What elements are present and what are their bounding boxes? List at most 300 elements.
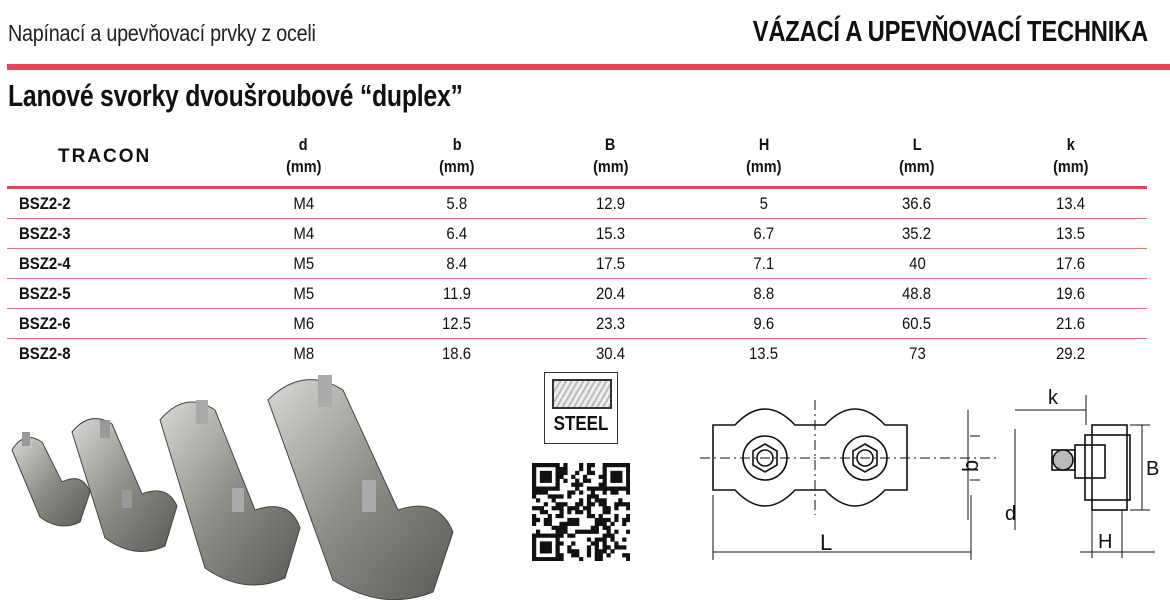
qr-module <box>571 534 575 538</box>
table-cell <box>994 188 1147 219</box>
cell-value: 5 <box>759 193 768 213</box>
column-name: L <box>912 135 922 154</box>
qr-module <box>587 510 591 514</box>
qr-module <box>559 467 563 471</box>
qr-module <box>626 479 630 483</box>
qr-module <box>603 479 607 483</box>
qr-module <box>567 494 571 498</box>
qr-module <box>614 479 618 483</box>
dimension-L <box>713 495 971 560</box>
table-cell <box>840 339 993 369</box>
table-cell <box>534 279 687 309</box>
qr-module <box>563 463 567 467</box>
qr-module <box>599 557 603 561</box>
qr-module <box>544 510 548 514</box>
qr-module <box>532 557 536 561</box>
table-cell <box>227 279 380 309</box>
qr-module <box>559 506 563 510</box>
qr-module <box>556 463 560 467</box>
qr-module <box>587 463 591 467</box>
qr-module <box>567 534 571 538</box>
qr-module <box>548 463 552 467</box>
qr-module <box>599 502 603 506</box>
qr-module <box>595 487 599 491</box>
qr-module <box>599 537 603 541</box>
qr-module <box>606 506 610 510</box>
qr-module <box>567 506 571 510</box>
qr-module <box>618 475 622 479</box>
qr-module <box>571 483 575 487</box>
cell-value: 6.4 <box>446 223 468 243</box>
qr-module <box>606 534 610 538</box>
qr-module <box>536 530 540 534</box>
qr-module <box>575 479 579 483</box>
qr-module <box>618 471 622 475</box>
table-cell <box>840 309 993 339</box>
table-cell <box>227 339 380 369</box>
qr-module <box>559 530 563 534</box>
product-code <box>7 188 227 219</box>
qr-module <box>575 553 579 557</box>
qr-module <box>587 487 591 491</box>
qr-module <box>540 545 544 549</box>
column-header-B <box>534 132 687 188</box>
qr-module <box>626 475 630 479</box>
cell-value: 17.5 <box>595 253 625 273</box>
qr-module <box>536 518 540 522</box>
material-label: STEEL <box>553 413 609 435</box>
qr-module <box>622 545 626 549</box>
qr-module <box>556 479 560 483</box>
qr-module <box>595 553 599 557</box>
cell-value: 18.6 <box>442 343 472 363</box>
qr-module <box>595 549 599 553</box>
qr-module <box>556 467 560 471</box>
qr-module <box>626 553 630 557</box>
qr-module <box>540 510 544 514</box>
qr-module <box>532 522 536 526</box>
qr-module <box>563 479 567 483</box>
qr-module <box>556 494 560 498</box>
cell-value: BSZ2-8 <box>19 343 71 363</box>
qr-module <box>536 487 540 491</box>
divider <box>7 64 1170 70</box>
qr-module <box>579 530 583 534</box>
qr-module <box>579 483 583 487</box>
qr-module <box>587 494 591 498</box>
qr-module <box>599 483 603 487</box>
table-cell <box>994 309 1147 339</box>
cell-value: 12.9 <box>595 193 625 213</box>
cell-value: 30.4 <box>595 343 625 363</box>
qr-module <box>587 502 591 506</box>
table-cell <box>534 249 687 279</box>
qr-module <box>556 475 560 479</box>
qr-module <box>610 487 614 491</box>
qr-module <box>591 471 595 475</box>
qr-module <box>618 502 622 506</box>
qr-module <box>548 522 552 526</box>
qr-module <box>603 483 607 487</box>
qr-module <box>622 502 626 506</box>
cell-value: BSZ2-6 <box>19 313 71 333</box>
qr-module <box>595 530 599 534</box>
table-cell <box>380 188 533 219</box>
qr-module <box>563 502 567 506</box>
table-cell <box>227 219 380 249</box>
cell-value: 29.2 <box>1055 343 1085 363</box>
qr-module <box>603 467 607 471</box>
qr-module <box>603 545 607 549</box>
table-cell <box>534 188 687 219</box>
qr-module <box>544 479 548 483</box>
qr-module <box>614 490 618 494</box>
table-cell <box>380 339 533 369</box>
qr-module <box>563 530 567 534</box>
cell-value: 5.8 <box>446 193 468 213</box>
cell-value: 13.5 <box>1055 223 1085 243</box>
cell-value: 23.3 <box>595 313 625 333</box>
qr-module <box>626 530 630 534</box>
label-H: H <box>1098 531 1113 553</box>
qr-module <box>591 463 595 467</box>
qr-module <box>559 541 563 545</box>
column-unit: (mm) <box>592 157 628 176</box>
qr-module <box>556 526 560 530</box>
label-B: B <box>1146 458 1160 480</box>
qr-module <box>583 475 587 479</box>
qr-module <box>571 506 575 510</box>
qr-module <box>579 502 583 506</box>
qr-module <box>532 467 536 471</box>
table-cell <box>994 219 1147 249</box>
qr-module <box>610 490 614 494</box>
qr-module <box>532 553 536 557</box>
qr-module <box>536 557 540 561</box>
qr-module <box>559 553 563 557</box>
qr-module <box>595 557 599 561</box>
column-header-L <box>840 132 993 188</box>
qr-module <box>599 514 603 518</box>
table-cell <box>687 219 840 249</box>
qr-module <box>595 526 599 530</box>
qr-module <box>540 463 544 467</box>
qr-module <box>626 502 630 506</box>
product-code <box>7 219 227 249</box>
qr-module <box>587 545 591 549</box>
qr-module <box>603 471 607 475</box>
qr-module <box>563 471 567 475</box>
table-row <box>7 339 1147 369</box>
cell-value: M8 <box>293 343 315 363</box>
clamp-medium <box>72 419 177 552</box>
qr-module <box>556 534 560 538</box>
qr-module <box>587 506 591 510</box>
qr-module <box>556 502 560 506</box>
qr-module <box>559 510 563 514</box>
qr-module <box>575 510 579 514</box>
qr-module <box>548 487 552 491</box>
table-cell <box>994 249 1147 279</box>
qr-module <box>575 487 579 491</box>
product-code <box>7 339 227 369</box>
qr-module <box>556 537 560 541</box>
qr-module <box>575 506 579 510</box>
qr-module <box>571 475 575 479</box>
qr-module <box>610 479 614 483</box>
qr-module <box>626 487 630 491</box>
qr-module <box>606 487 610 491</box>
cell-value: 6.7 <box>753 223 775 243</box>
qr-module <box>606 510 610 514</box>
qr-module <box>591 541 595 545</box>
qr-module <box>595 541 599 545</box>
qr-module <box>614 506 618 510</box>
qr-module <box>579 490 583 494</box>
qr-module <box>559 475 563 479</box>
dimension-diagram <box>680 380 1160 570</box>
qr-module <box>603 534 607 538</box>
cell-value: 17.6 <box>1055 253 1085 273</box>
column-name: b <box>452 135 462 154</box>
qr-module <box>567 549 571 553</box>
qr-module <box>552 463 556 467</box>
qr-module <box>552 487 556 491</box>
qr-module <box>540 475 544 479</box>
column-name: H <box>758 135 769 154</box>
cell-value: 8.8 <box>753 283 775 303</box>
qr-module <box>606 526 610 530</box>
qr-module <box>563 467 567 471</box>
qr-module <box>626 483 630 487</box>
qr-module <box>567 510 571 514</box>
qr-module <box>536 463 540 467</box>
qr-module <box>540 541 544 545</box>
qr-module <box>552 526 556 530</box>
label-L: L <box>820 530 833 555</box>
page-subtitle: Napínací a upevňovací prvky z oceli <box>8 20 316 46</box>
qr-module <box>575 471 579 475</box>
qr-module <box>618 498 622 502</box>
qr-module <box>622 553 626 557</box>
qr-module <box>587 498 591 502</box>
table-row <box>7 309 1147 339</box>
qr-module <box>571 490 575 494</box>
qr-module <box>544 545 548 549</box>
qr-module <box>532 541 536 545</box>
qr-module <box>532 483 536 487</box>
qr-module <box>603 487 607 491</box>
qr-module <box>614 530 618 534</box>
cell-value: BSZ2-3 <box>19 223 71 243</box>
qr-module <box>603 506 607 510</box>
qr-module <box>603 510 607 514</box>
category-heading: VÁZACÍ A UPEVŇOVACÍ TECHNIKA <box>752 16 1148 48</box>
qr-module <box>599 522 603 526</box>
qr-module <box>579 498 583 502</box>
qr-module <box>532 479 536 483</box>
qr-module <box>587 471 591 475</box>
qr-module <box>540 549 544 553</box>
qr-module <box>556 471 560 475</box>
qr-module <box>548 545 552 549</box>
qr-module <box>603 463 607 467</box>
qr-module <box>614 471 618 475</box>
qr-module <box>556 541 560 545</box>
qr-module <box>575 530 579 534</box>
qr-module <box>548 494 552 498</box>
qr-module <box>536 506 540 510</box>
clamp-front-view <box>700 400 1000 515</box>
qr-module <box>540 534 544 538</box>
table-row <box>7 249 1147 279</box>
qr-module <box>536 498 540 502</box>
cell-value: 19.6 <box>1055 283 1085 303</box>
table-row <box>7 219 1147 249</box>
qr-module <box>540 557 544 561</box>
product-code <box>7 279 227 309</box>
qr-module <box>536 534 540 538</box>
table-cell <box>380 309 533 339</box>
qr-module <box>603 518 607 522</box>
qr-module <box>575 522 579 526</box>
qr-module <box>575 549 579 553</box>
qr-module <box>626 506 630 510</box>
cell-value: 36.6 <box>902 193 932 213</box>
cell-value: 48.8 <box>902 283 932 303</box>
qr-code[interactable] <box>532 463 630 561</box>
qr-module <box>532 471 536 475</box>
qr-module <box>548 479 552 483</box>
column-unit: (mm) <box>899 157 935 176</box>
table-cell <box>227 188 380 219</box>
table-cell <box>380 219 533 249</box>
hatch-icon <box>552 379 612 409</box>
table-cell <box>380 279 533 309</box>
qr-module <box>544 518 548 522</box>
cell-value: 13.5 <box>749 343 779 363</box>
qr-module <box>571 553 575 557</box>
qr-module <box>626 557 630 561</box>
qr-module <box>603 522 607 526</box>
qr-module <box>548 534 552 538</box>
qr-module <box>544 502 548 506</box>
qr-module <box>532 518 536 522</box>
qr-module <box>595 498 599 502</box>
cell-value: M4 <box>293 223 315 243</box>
cell-value: M5 <box>293 253 315 273</box>
qr-module <box>556 553 560 557</box>
qr-module <box>556 549 560 553</box>
qr-module <box>559 557 563 561</box>
qr-module <box>603 549 607 553</box>
qr-module <box>595 545 599 549</box>
qr-module <box>626 463 630 467</box>
qr-module <box>575 483 579 487</box>
qr-module <box>614 541 618 545</box>
qr-module <box>603 537 607 541</box>
qr-module <box>606 553 610 557</box>
product-code <box>7 249 227 279</box>
qr-module <box>544 490 548 494</box>
column-name: d <box>299 135 309 154</box>
cell-value: 40 <box>908 253 926 273</box>
qr-module <box>544 471 548 475</box>
clamp-xlarge <box>268 375 453 600</box>
table-cell <box>687 249 840 279</box>
qr-module <box>559 534 563 538</box>
qr-module <box>532 494 536 498</box>
qr-module <box>626 467 630 471</box>
qr-module <box>532 514 536 518</box>
qr-module <box>532 506 536 510</box>
cell-value: 12.5 <box>442 313 472 333</box>
qr-module <box>622 463 626 467</box>
cell-value: 8.4 <box>446 253 468 273</box>
steel-material-badge <box>544 372 618 444</box>
table-cell <box>534 309 687 339</box>
qr-module <box>610 534 614 538</box>
column-header-b <box>380 132 533 188</box>
column-unit: (mm) <box>745 157 782 176</box>
table-row <box>7 279 1147 309</box>
qr-module <box>556 487 560 491</box>
qr-module <box>559 502 563 506</box>
qr-module <box>540 490 544 494</box>
cell-value: 15.3 <box>595 223 625 243</box>
qr-module <box>599 475 603 479</box>
qr-module <box>587 514 591 518</box>
qr-module <box>567 490 571 494</box>
cell-value: 60.5 <box>902 313 932 333</box>
cell-value: BSZ2-5 <box>19 283 71 303</box>
qr-module <box>544 463 548 467</box>
qr-module <box>622 537 626 541</box>
qr-module <box>556 514 560 518</box>
table-cell <box>534 339 687 369</box>
qr-module <box>556 557 560 561</box>
qr-module <box>544 557 548 561</box>
table-cell <box>227 249 380 279</box>
qr-module <box>587 467 591 471</box>
qr-module <box>583 530 587 534</box>
qr-module <box>606 518 610 522</box>
qr-module <box>591 514 595 518</box>
qr-module <box>614 463 618 467</box>
table-cell <box>380 249 533 279</box>
qr-module <box>567 522 571 526</box>
cell-value: BSZ2-4 <box>19 253 71 273</box>
qr-module <box>622 518 626 522</box>
qr-module <box>552 498 556 502</box>
qr-module <box>571 541 575 545</box>
qr-module <box>603 541 607 545</box>
table-cell <box>840 188 993 219</box>
qr-module <box>603 475 607 479</box>
qr-module <box>532 487 536 491</box>
qr-module <box>552 557 556 561</box>
column-unit: (mm) <box>439 157 475 176</box>
qr-module <box>583 506 587 510</box>
qr-module <box>622 522 626 526</box>
column-header-d <box>227 132 380 188</box>
qr-module <box>587 537 591 541</box>
qr-module <box>556 506 560 510</box>
cell-value: 7.1 <box>753 253 775 273</box>
qr-module <box>603 502 607 506</box>
qr-module <box>544 541 548 545</box>
cell-value: M4 <box>293 193 315 213</box>
